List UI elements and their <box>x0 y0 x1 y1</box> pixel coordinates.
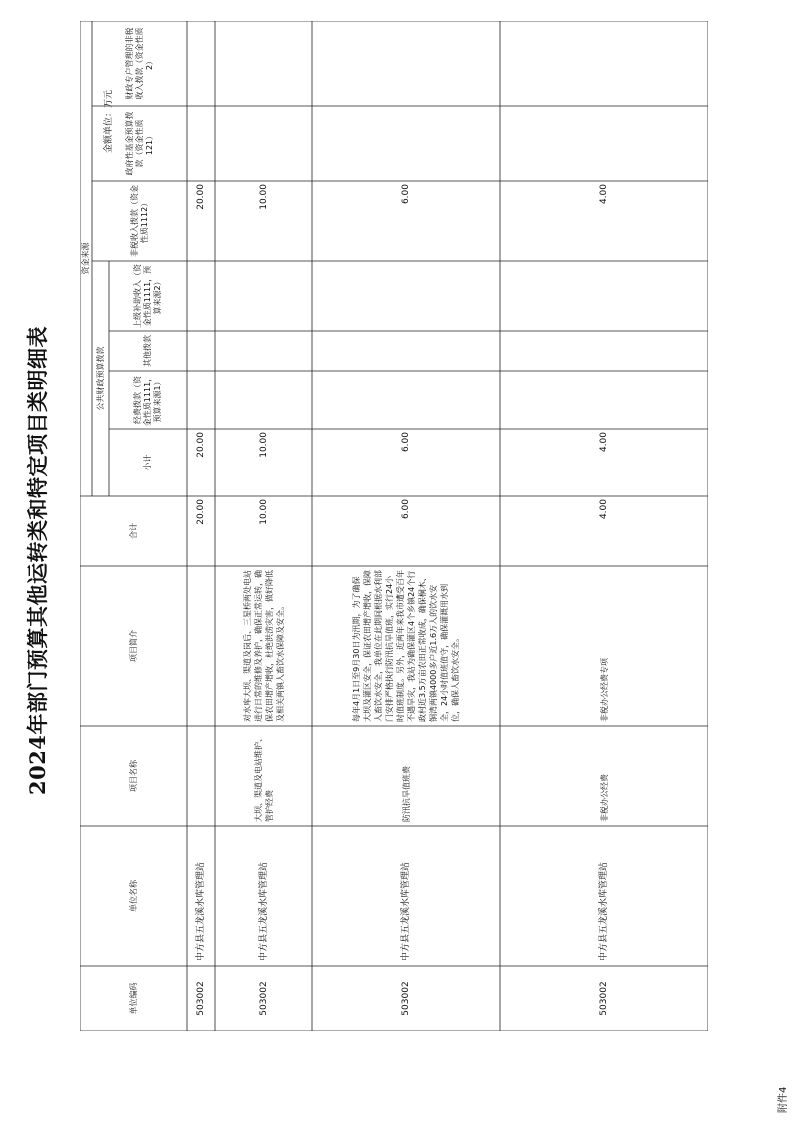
row2-project-name: 大坝、渠道及电站维护、管护经费 <box>253 734 274 822</box>
row3-total: 6.00 <box>401 499 411 520</box>
attachment-label: 附件4 <box>778 1086 789 1113</box>
row4-project-desc: 非税办公经费专项 <box>599 658 609 722</box>
row4-project-name: 非税办公经费 <box>599 774 609 822</box>
row2-unit-name: 中方县五龙溪水库管理站 <box>258 861 269 961</box>
header-unit-code: 单位编码 <box>128 982 138 1015</box>
header-special-mgmt: 财政专户管理的非税收入拨款（资金性质2） <box>124 27 154 100</box>
header-operating-funds: 经费拨款（资金性质1111，预算来源1） <box>133 373 162 427</box>
header-gov-fund: 政府性基金预算拨款（资金性质121） <box>124 111 154 176</box>
header-total: 合计 <box>128 523 138 539</box>
row4-subtotal: 4.00 <box>599 432 609 453</box>
header-fund-source: 资金来源 <box>81 242 90 275</box>
row2-nontax: 10.00 <box>258 184 269 210</box>
row2-total: 10.00 <box>258 499 269 525</box>
header-project-name: 项目名称 <box>128 760 138 792</box>
header-subtotal: 小计 <box>143 454 152 471</box>
header-other-funds: 其他拨款 <box>143 335 152 367</box>
header-unit-name: 单位名称 <box>128 880 138 912</box>
header-superior-subsidy: 上级补助收入（资金性质1111，预算来源2） <box>133 264 162 328</box>
row1-subtotal: 20.00 <box>196 432 206 458</box>
row3-subtotal: 6.00 <box>401 432 411 453</box>
row1-unit-name: 中方县五龙溪水库管理站 <box>196 861 206 961</box>
header-project-desc: 项目简介 <box>128 630 138 662</box>
header-public-budget: 公共财政预算拨款 <box>95 346 105 411</box>
row4-code: 503002 <box>599 981 609 1016</box>
row2-code: 503002 <box>258 981 269 1016</box>
row3-unit-name: 中方县五龙溪水库管理站 <box>401 861 411 961</box>
row3-nontax: 6.00 <box>401 184 411 205</box>
row1-nontax: 20.00 <box>196 184 206 210</box>
row4-nontax: 4.00 <box>599 184 609 205</box>
row3-code: 503002 <box>401 981 411 1016</box>
row4-unit-name: 中方县五龙溪水库管理站 <box>599 861 609 961</box>
row2-project-desc: 对水库大坝、渠道及岗后、三星桥两处电站进行日常的维修及养护，确保正常运转，确保农田增产增收，杜绝洪涝灾害，做好降低及相关两镇人畜饮水保障及安全。 <box>242 570 285 722</box>
header-nontax-income: 非税收入拨款（资金性质1112） <box>129 185 149 257</box>
unit-note: 金额单位：万元 <box>104 89 114 153</box>
row3-project-desc: 每年4月1日至9月30日为汛期，为了确保大坝及灌区安全，保证农田增产增收，保障人畜饮水安全，我单位在此期间根据水利部门安排严格执行防汛抗旱值班，实行24小时值班制度。另外，近两年来我市遭受百年不遇旱灾，我站为确保灌区4个乡镇24个行政村近3.5万亩农田正常收成，确保桐木、铜湾两镇4000多户近1.6万人的饮水安全，24小时值班值守，确保灌溉用水到位，确保人畜饮水安全。 <box>352 570 460 722</box>
budget-table <box>80 21 708 1031</box>
row1-code: 503002 <box>196 981 206 1016</box>
row1-total: 20.00 <box>196 499 206 525</box>
page-title: 2024年部门预算其他运转类和特定项目类明细表 <box>25 326 50 795</box>
row2-subtotal: 10.00 <box>258 432 269 458</box>
row4-total: 4.00 <box>599 499 609 520</box>
row3-project-name: 防汛抗旱值班费 <box>401 766 411 822</box>
